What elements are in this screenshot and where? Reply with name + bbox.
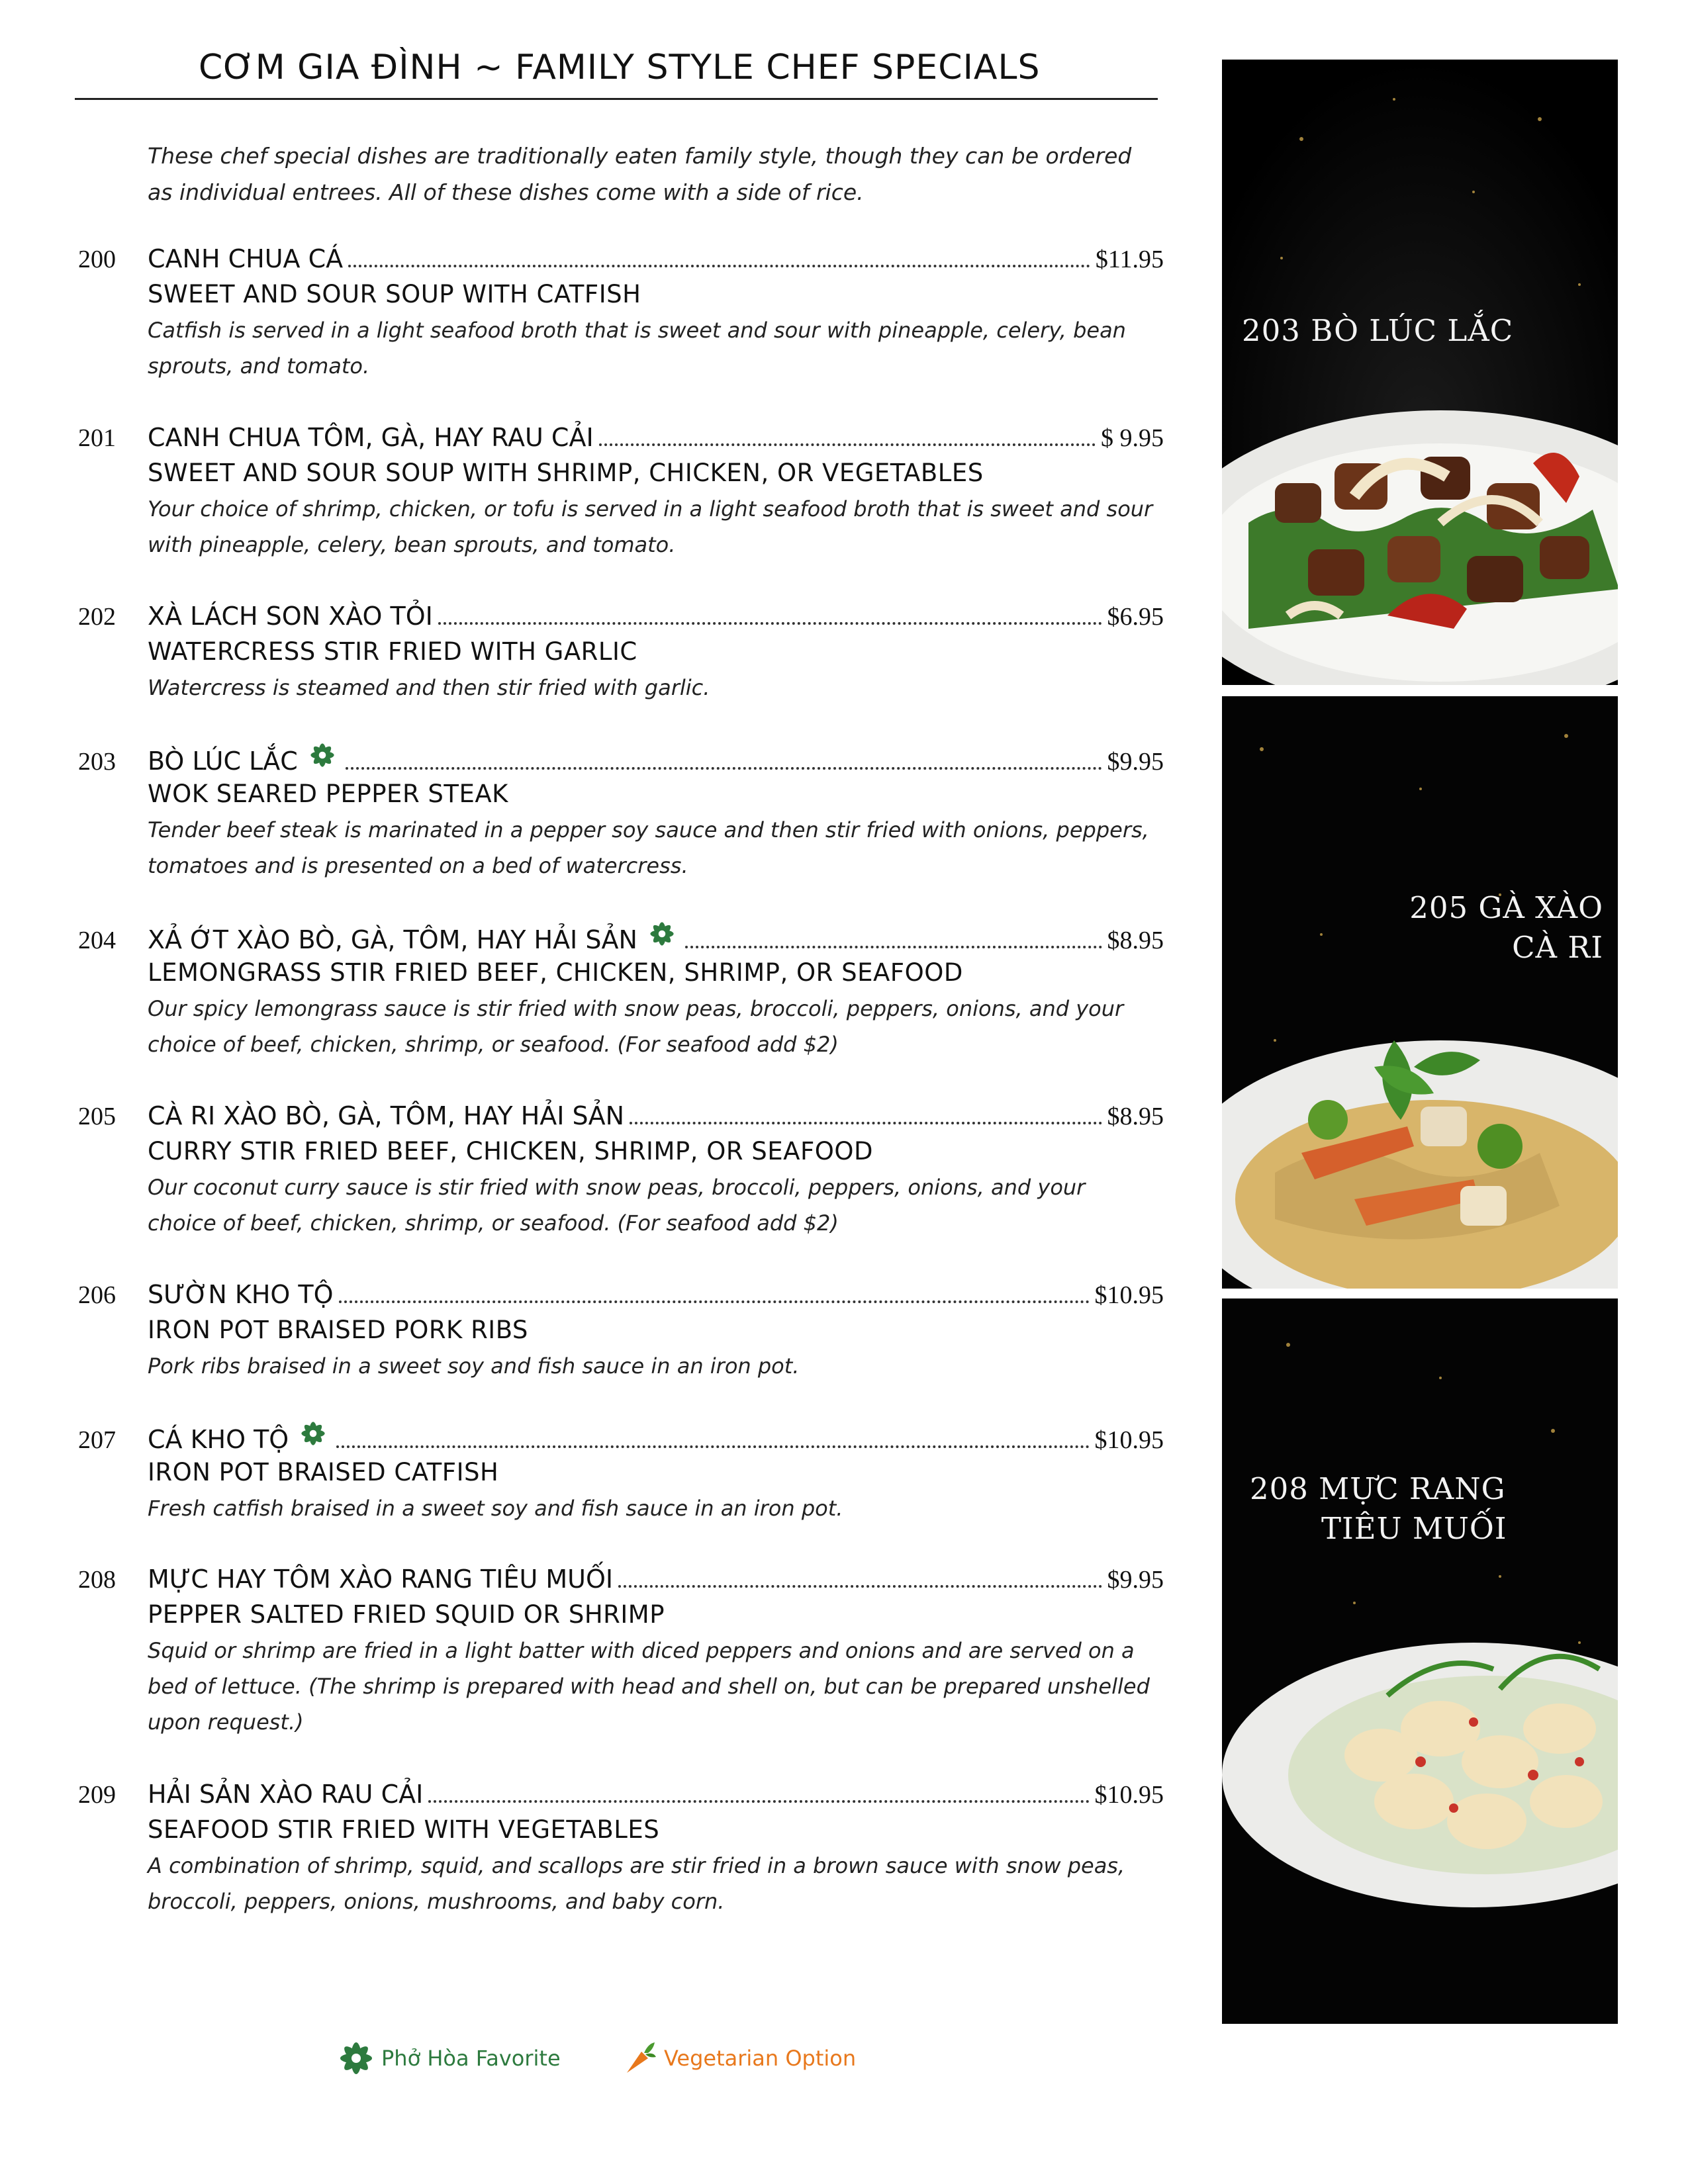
menu-item-204: [78, 919, 1164, 1062]
favorite-flower-icon: [295, 1419, 331, 1448]
item-description: Fresh catfish braised in a sweet soy and fish sauce in an iron pot.: [148, 1496, 843, 1521]
item-name: HẢI SẢN XÀO RAU CẢI: [148, 1780, 424, 1809]
photo-caption: 203 BÒ LÚC LẮC: [1242, 313, 1514, 348]
item-price: $10.95: [1094, 1781, 1164, 1809]
item-number: 205: [78, 1103, 116, 1130]
photo-ga-xao-ca-ri: [1222, 696, 1618, 1289]
item-number: 200: [78, 246, 116, 273]
item-name: XÀ LÁCH SON XÀO TỎI: [148, 602, 433, 631]
item-number: 207: [78, 1426, 116, 1454]
item-description: Catfish is served in a light seafood broth that is sweet and sour with pineapple, celery, bean sprouts, and tomato.: [148, 318, 1126, 379]
item-english-name: WOK SEARED PEPPER STEAK: [148, 780, 508, 808]
item-number: 206: [78, 1281, 116, 1309]
menu-item-209: [78, 1776, 1164, 1919]
item-number: 201: [78, 424, 116, 452]
title-divider: [75, 98, 1158, 100]
item-name: CÁ KHO TỘ: [148, 1425, 289, 1454]
item-english-name: SEAFOOD STIR FRIED WITH VEGETABLES: [148, 1815, 660, 1844]
item-description: Our spicy lemongrass sauce is stir fried with snow peas, broccoli, peppers, onions, and your choice of beef, chicken, shrimp, or seafood. (For seafood add $2): [148, 996, 1124, 1057]
dot-leader: [685, 946, 1102, 948]
legend-favorite-label: Phở Hòa Favorite: [381, 2046, 561, 2071]
dot-leader: [346, 767, 1102, 770]
dot-leader: [336, 1445, 1089, 1448]
item-name: XẢ ỚT XÀO BÒ, GÀ, TÔM, HAY HẢI SẢN: [148, 925, 637, 954]
item-name: SƯỜN KHO TỘ: [148, 1280, 334, 1309]
item-number: 208: [78, 1566, 116, 1594]
item-description: Squid or shrimp are fried in a light batter with diced peppers and onions and are served on a bed of lettuce. (The shrimp is prepared with head and shell on, but can be prepared unshelled upon request.): [148, 1638, 1150, 1735]
dot-leader: [438, 622, 1102, 625]
item-number: 202: [78, 603, 116, 631]
item-name: CÀ RI XÀO BÒ, GÀ, TÔM, HAY HẢI SẢN: [148, 1101, 625, 1130]
menu-item-206: [78, 1277, 1164, 1384]
menu-item-202: [78, 598, 1164, 705]
item-description: A combination of shrimp, squid, and scallops are stir fried in a brown sauce with snow peas, broccoli, peppers, onions, mushrooms, and baby corn.: [148, 1853, 1125, 1914]
item-english-name: SWEET AND SOUR SOUP WITH CATFISH: [148, 280, 641, 308]
item-price: $11.95: [1095, 246, 1164, 273]
item-price: $9.95: [1107, 748, 1164, 776]
item-price: $8.95: [1107, 927, 1164, 954]
curry-dish-image: [1222, 696, 1618, 1289]
item-name: BÒ LÚC LẮC: [148, 747, 298, 776]
caption-line-1: 208 MỰC RANG: [1249, 1471, 1506, 1506]
squid-dish-image: [1222, 1298, 1618, 2024]
menu-item-207: [78, 1419, 1164, 1526]
item-english-name: PEPPER SALTED FRIED SQUID OR SHRIMP: [148, 1600, 665, 1629]
item-english-name: LEMONGRASS STIR FRIED BEEF, CHICKEN, SHRIMP, OR SEAFOOD: [148, 958, 963, 987]
item-number: 203: [78, 748, 116, 776]
menu-item-203: [78, 741, 1164, 884]
menu-item-208: [78, 1561, 1164, 1740]
legend-vegetarian-label: Vegetarian Option: [664, 2046, 857, 2071]
item-price: $ 9.95: [1101, 424, 1164, 452]
dot-leader: [630, 1122, 1102, 1124]
item-description: Watercress is steamed and then stir fried with garlic.: [148, 675, 710, 700]
item-description: Our coconut curry sauce is stir fried with snow peas, broccoli, peppers, onions, and your choice of beef, chicken, shrimp, or seafood. (For seafood add $2): [148, 1175, 1086, 1236]
item-name: CANH CHUA CÁ: [148, 244, 344, 273]
carrot-icon: [619, 2038, 659, 2078]
caption-line-2: CÀ RI: [1512, 930, 1603, 965]
item-english-name: IRON POT BRAISED CATFISH: [148, 1458, 499, 1486]
dot-leader: [339, 1300, 1090, 1303]
item-price: $6.95: [1107, 603, 1164, 631]
item-name: MỰC HAY TÔM XÀO RANG TIÊU MUỐI: [148, 1565, 614, 1594]
item-name: CANH CHUA TÔM, GÀ, HAY RAU CẢI: [148, 423, 594, 452]
photo-muc-rang-tieu-muoi: [1222, 1298, 1618, 2024]
caption-line-2: TIÊU MUỐI: [1321, 1511, 1507, 1546]
dot-leader: [428, 1800, 1089, 1803]
item-price: $9.95: [1107, 1566, 1164, 1594]
item-price: $10.95: [1094, 1281, 1164, 1309]
item-english-name: IRON POT BRAISED PORK RIBS: [148, 1316, 528, 1344]
beef-dish-image: [1222, 60, 1618, 685]
intro-text: These chef special dishes are traditionally eaten family style, though they can be ordered as individual entrees. All of these dishes come with a side of rice.: [148, 143, 1132, 205]
dot-leader: [599, 443, 1096, 446]
dot-leader: [348, 265, 1090, 267]
item-description: Tender beef steak is marinated in a pepper soy sauce and then stir fried with onions, peppers, tomatoes and is presented on a bed of watercress.: [148, 817, 1149, 878]
item-description: Pork ribs braised in a sweet soy and fish sauce in an iron pot.: [148, 1353, 800, 1379]
photo-caption: [1409, 888, 1603, 968]
item-price: $10.95: [1094, 1426, 1164, 1454]
favorite-flower-icon: [305, 741, 340, 770]
photo-bo-luc-lac: [1222, 60, 1618, 685]
legend-vegetarian: [619, 2038, 856, 2078]
caption-line-1: 205 GÀ XÀO: [1409, 890, 1603, 925]
photo-caption: [1248, 1469, 1507, 1549]
item-english-name: SWEET AND SOUR SOUP WITH SHRIMP, CHICKEN, OR VEGETABLES: [148, 459, 984, 487]
page-title: CƠM GIA ĐÌNH ~ FAMILY STYLE CHEF SPECIALS: [199, 48, 1041, 87]
legend-favorite: [336, 2038, 561, 2078]
item-number: 209: [78, 1781, 116, 1809]
dot-leader: [618, 1585, 1102, 1588]
item-description: Your choice of shrimp, chicken, or tofu is served in a light seafood broth that is sweet and sour with pineapple, celery, bean sprouts, and tomato.: [148, 496, 1153, 557]
item-price: $8.95: [1107, 1103, 1164, 1130]
menu-item-201: [78, 420, 1164, 563]
item-number: 204: [78, 927, 116, 954]
item-english-name: WATERCRESS STIR FRIED WITH GARLIC: [148, 637, 637, 666]
menu-item-205: [78, 1098, 1164, 1241]
item-english-name: CURRY STIR FRIED BEEF, CHICKEN, SHRIMP, OR SEAFOOD: [148, 1137, 873, 1165]
favorite-flower-icon: [644, 919, 680, 948]
flower-icon: [336, 2038, 376, 2078]
menu-item-200: [78, 241, 1164, 384]
